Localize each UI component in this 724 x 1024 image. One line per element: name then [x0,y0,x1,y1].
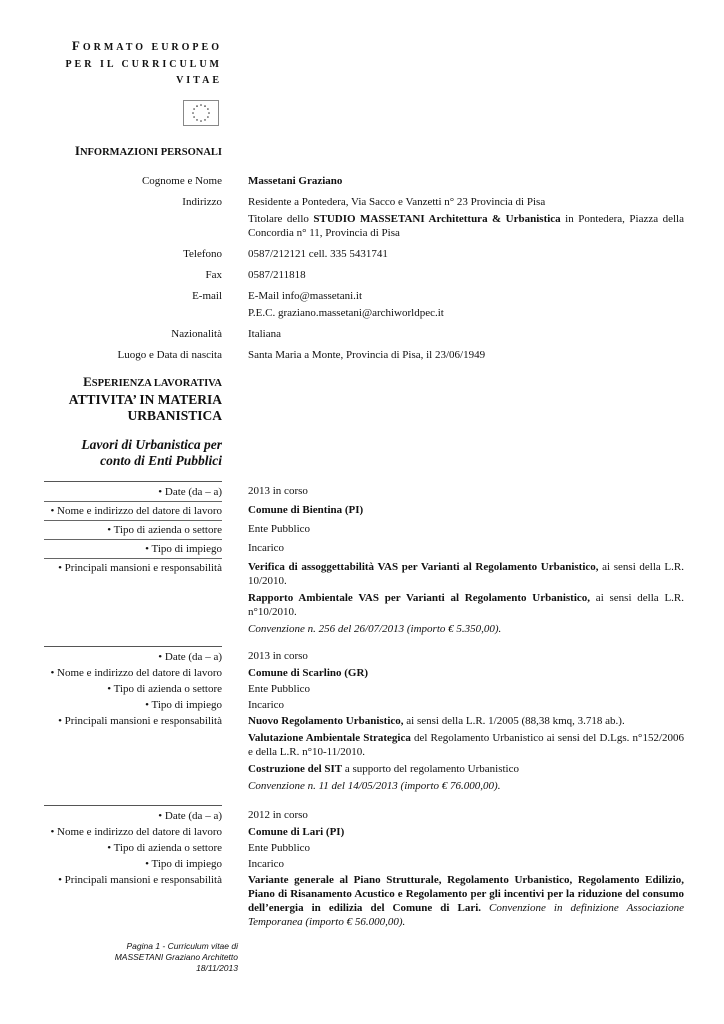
info-row [44,174,684,191]
paragraph [248,591,684,619]
text-run: 0587/212121 cell. 335 5431741 [248,248,388,260]
star-mark [200,120,202,122]
info-label: Fax [205,269,222,281]
personal-info-table [44,174,684,369]
info-value [248,195,684,243]
paragraph [248,560,684,588]
text-run: Convenzione n. 11 del 14/05/2013 (importo € 76.000,00). [248,780,501,792]
paragraph [248,212,684,240]
text-run: STUDIO MASSETANI Architettura & Urbanistica [313,213,561,225]
job-date: 2012 in corso [248,809,308,821]
job-label: • Principali mansioni e responsabilità [58,715,222,727]
job-row-employer [44,501,684,518]
section-experience [44,374,222,424]
paragraph [248,622,684,636]
text-run: ai sensi della L.R. 1/2005 (88,38 kmq, 3.718 ab.). [403,715,625,727]
footer-line: Pagina 1 - Curriculum vitae di [126,941,238,951]
text-run: Santa Maria a Monte, Provincia di Pisa, il 23/06/1949 [248,349,486,361]
job-label: • Tipo di azienda o settore [44,520,222,537]
info-value [248,348,684,365]
job-entry [44,481,684,641]
info-value [248,174,684,191]
star-mark [192,112,194,114]
job-date: 2013 in corso [248,485,308,497]
info-label: Indirizzo [182,196,222,208]
text-run: Convenzione n. 256 del 26/07/2013 (importo € 5.350,00). [248,623,502,635]
paragraph [248,714,684,728]
paragraph [248,289,684,303]
text-run: ai sensi della L.R. n°10/2010. [248,592,684,618]
star-mark [200,104,202,106]
job-label: • Tipo di azienda o settore [107,683,222,695]
star-mark [196,119,198,121]
job-employer: Comune di Scarlino (GR) [248,667,369,679]
section-initial: E [83,374,92,389]
star-mark [196,105,198,107]
star-mark [193,108,195,110]
job-row-sector [44,520,684,537]
paragraph [248,306,684,320]
info-label: Telefono [183,248,222,260]
job-row-date [44,805,684,823]
title-line-1: ORMATO EUROPEO [82,42,222,53]
eu-flag-icon [183,100,219,126]
info-label: Luogo e Data di nascita [117,349,222,361]
job-label: • Tipo di azienda o settore [107,842,222,854]
job-row-sector [44,682,684,696]
text-run: ai sensi della L.R. 10/2010. [248,561,684,587]
text-run: del Regolamento Urbanistico ai sensi del D.Lgs. n°152/2006 e della L.R. n°10-11/2010. [248,732,684,758]
footer-date: 18/11/2013 [196,963,238,973]
info-value [248,247,684,264]
paragraph [248,195,684,209]
text-run: Massetani Graziano [248,175,343,187]
job-row-type [44,698,684,712]
star-mark [193,116,195,118]
paragraph [248,873,684,929]
job-employer: Comune di Bientina (PI) [248,504,364,516]
job-sector: Ente Pubblico [248,683,311,695]
text-run: 0587/211818 [248,269,306,281]
text-run: Residente a Pontedera, Via Sacco e Vanzetti n° 23 Provincia di Pisa [248,196,546,208]
text-run: Convenzione in definizione Associazione Temporanea (importo € 56.000,00). [248,902,685,928]
info-row [44,289,684,323]
job-entry [44,805,684,934]
text-run: Titolare dello [248,213,314,225]
paragraph [248,731,684,759]
job-entry [44,646,684,798]
text-run: Nuovo Regolamento Urbanistico, [248,715,404,727]
job-label: • Nome e indirizzo del datore di lavoro [50,826,222,838]
job-label: • Date (da – a) [44,481,222,499]
job-label: • Date (da – a) [44,805,222,823]
section-subtitle: ATTIVITA’ IN MATERIA URBANISTICA [68,392,222,423]
job-row-date [44,481,684,499]
page-footer [44,941,238,974]
paragraph [248,268,684,282]
info-row [44,247,684,264]
job-row-type [44,539,684,556]
star-mark [204,119,206,121]
star-mark [204,105,206,107]
paragraph [248,348,684,362]
text-run: Valutazione Ambientale Strategica [248,732,411,744]
section-personal-info [44,143,222,161]
job-type: Incarico [248,542,285,554]
info-row [44,268,684,285]
footer-line: MASSETANI Graziano Architetto [114,952,238,962]
job-row-duties [44,714,684,796]
job-label: • Principali mansioni e responsabilità [58,874,222,886]
job-duties [248,873,684,932]
job-sector: Ente Pubblico [248,523,311,535]
job-duties [248,558,684,639]
job-label: • Tipo di impiego [145,858,222,870]
job-row-employer [44,666,684,680]
paragraph [248,174,684,188]
section-title: NFORMAZIONI PERSONALI [79,147,222,158]
paragraph [248,762,684,776]
title-line-3: VITAE [176,75,222,86]
text-run: Verifica di assoggettabilità VAS per Varianti al Regolamento Urbanistico, [248,561,599,573]
job-row-employer [44,825,684,839]
job-type: Incarico [248,858,285,870]
star-mark [208,112,210,114]
job-label: • Nome e indirizzo del datore di lavoro [44,501,222,518]
info-label: Nazionalità [171,328,222,340]
info-label: E-mail [192,290,222,302]
paragraph [248,327,684,341]
document-title [44,38,222,90]
info-row [44,348,684,365]
job-label: • Tipo di impiego [145,699,222,711]
text-run: Variante generale al Piano Strutturale, Regolamento Urbanistico, Regolamento Edilizio, Piano di Risanamento Acustico e Regolamento per gli incentivi per la riduzione del consumo dell’energia in edilizia del Comune di Lari. [248,874,684,914]
job-row-duties [44,558,684,639]
info-value [248,268,684,285]
title-line-2: PER IL CURRICULUM [65,58,222,70]
text-run: Italiana [248,328,281,340]
paragraph [248,247,684,261]
job-row-sector [44,841,684,855]
job-sector: Ente Pubblico [248,842,311,854]
text-run: a supporto del regolamento Urbanistico [342,763,519,775]
job-label: • Date (da – a) [44,646,222,664]
info-value [248,327,684,344]
info-label: Cognome e Nome [141,175,222,187]
star-mark [207,108,209,110]
section-initial: I [74,143,80,158]
info-row [44,327,684,344]
section-title: SPERIENZA LAVORATIVA [91,378,222,389]
text-run: Rapporto Ambientale VAS per Varianti al Regolamento Urbanistico, [248,592,591,604]
text-run: E-Mail info@massetani.it [248,290,362,302]
text-run: Costruzione del SIT [248,763,343,775]
job-row-date [44,646,684,664]
job-employer: Comune di Lari (PI) [248,826,345,838]
job-type: Incarico [248,699,285,711]
paragraph [248,779,684,793]
job-label: • Nome e indirizzo del datore di lavoro [50,667,222,679]
info-value [248,289,684,323]
job-label: • Principali mansioni e responsabilità [44,558,222,639]
job-row-type [44,857,684,871]
job-date: 2013 in corso [248,650,308,662]
job-label: • Tipo di impiego [44,539,222,556]
text-run: in Pontedera, Piazza della Concordia n° 11, Provincia di Pisa [248,213,684,239]
experience-category: Lavori di Urbanistica per conto di Enti Pubblici [81,437,222,468]
star-mark [207,116,209,118]
title-initial: F [71,38,83,53]
text-run: P.E.C. graziano.massetani@archiworldpec.it [248,307,444,319]
job-row-duties [44,873,684,932]
info-row [44,195,684,243]
job-duties [248,714,684,796]
